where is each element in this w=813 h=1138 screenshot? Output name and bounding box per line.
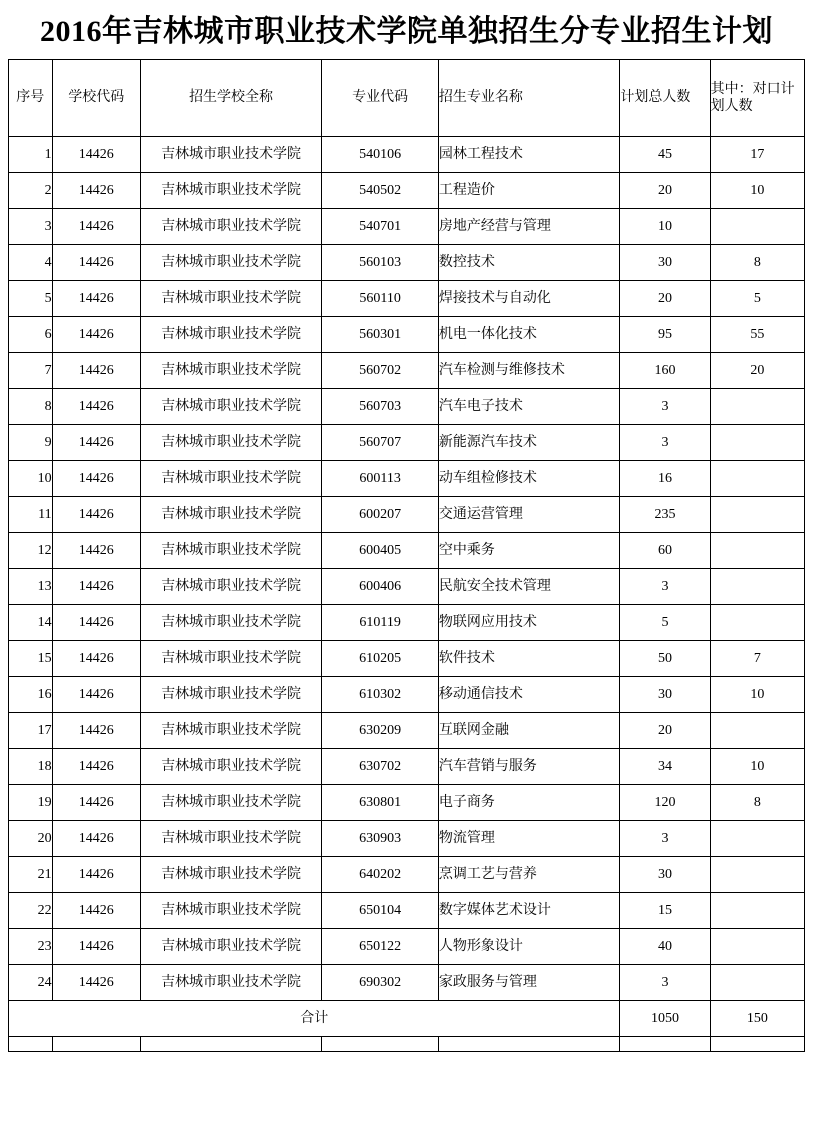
cell-school-code: 14426 bbox=[52, 173, 140, 209]
footer-blank-major-code bbox=[322, 1037, 439, 1052]
column-header-school-name: 招生学校全称 bbox=[140, 60, 322, 137]
cell-major-code: 560703 bbox=[322, 389, 439, 425]
cell-major-code: 600113 bbox=[322, 461, 439, 497]
page-title: 2016年吉林城市职业技术学院单独招生分专业招生计划 bbox=[40, 15, 773, 48]
cell-counterpart-plan bbox=[710, 389, 804, 425]
cell-major-code: 560103 bbox=[322, 245, 439, 281]
cell-counterpart-plan: 10 bbox=[710, 173, 804, 209]
cell-school-code: 14426 bbox=[52, 929, 140, 965]
column-header-total-plan: 计划总人数 bbox=[620, 60, 710, 137]
cell-total-plan: 160 bbox=[620, 353, 710, 389]
cell-school-name: 吉林城市职业技术学院 bbox=[140, 785, 322, 821]
footer-blank-major-name bbox=[438, 1037, 620, 1052]
cell-major-code: 610119 bbox=[322, 605, 439, 641]
cell-total-plan: 60 bbox=[620, 533, 710, 569]
cell-school-name: 吉林城市职业技术学院 bbox=[140, 245, 322, 281]
cell-seq: 23 bbox=[9, 929, 53, 965]
cell-major-code: 630702 bbox=[322, 749, 439, 785]
cell-school-code: 14426 bbox=[52, 785, 140, 821]
cell-major-name: 家政服务与管理 bbox=[438, 965, 620, 1001]
cell-school-code: 14426 bbox=[52, 209, 140, 245]
column-header-major-name: 招生专业名称 bbox=[438, 60, 620, 137]
cell-seq: 19 bbox=[9, 785, 53, 821]
cell-school-name: 吉林城市职业技术学院 bbox=[140, 461, 322, 497]
cell-counterpart-plan bbox=[710, 497, 804, 533]
cell-seq: 2 bbox=[9, 173, 53, 209]
cell-major-name: 园林工程技术 bbox=[438, 137, 620, 173]
table-row bbox=[9, 281, 805, 317]
table-row bbox=[9, 857, 805, 893]
cell-major-code: 630801 bbox=[322, 785, 439, 821]
table-row bbox=[9, 893, 805, 929]
cell-counterpart-plan bbox=[710, 605, 804, 641]
table-row bbox=[9, 461, 805, 497]
cell-seq: 8 bbox=[9, 389, 53, 425]
cell-school-name: 吉林城市职业技术学院 bbox=[140, 317, 322, 353]
footer-blank-total bbox=[620, 1037, 710, 1052]
footer-blank-seq bbox=[9, 1037, 53, 1052]
cell-seq: 15 bbox=[9, 641, 53, 677]
table-row bbox=[9, 677, 805, 713]
footer-blank-school-name bbox=[140, 1037, 322, 1052]
cell-school-name: 吉林城市职业技术学院 bbox=[140, 857, 322, 893]
cell-major-code: 600405 bbox=[322, 533, 439, 569]
cell-school-code: 14426 bbox=[52, 821, 140, 857]
cell-school-name: 吉林城市职业技术学院 bbox=[140, 677, 322, 713]
cell-counterpart-plan bbox=[710, 821, 804, 857]
cell-major-code: 610302 bbox=[322, 677, 439, 713]
cell-counterpart-plan bbox=[710, 893, 804, 929]
cell-major-name: 物流管理 bbox=[438, 821, 620, 857]
cell-major-code: 630903 bbox=[322, 821, 439, 857]
table-row bbox=[9, 749, 805, 785]
cell-major-name: 互联网金融 bbox=[438, 713, 620, 749]
table-row bbox=[9, 605, 805, 641]
cell-total-plan: 3 bbox=[620, 569, 710, 605]
cell-school-code: 14426 bbox=[52, 353, 140, 389]
table-row bbox=[9, 641, 805, 677]
cell-seq: 13 bbox=[9, 569, 53, 605]
cell-school-code: 14426 bbox=[52, 893, 140, 929]
table-header bbox=[9, 60, 805, 137]
cell-total-plan: 15 bbox=[620, 893, 710, 929]
table-footer bbox=[9, 1001, 805, 1052]
cell-seq: 18 bbox=[9, 749, 53, 785]
cell-major-code: 560110 bbox=[322, 281, 439, 317]
cell-total-plan: 34 bbox=[620, 749, 710, 785]
cell-major-name: 物联网应用技术 bbox=[438, 605, 620, 641]
cell-counterpart-plan: 17 bbox=[710, 137, 804, 173]
cell-school-name: 吉林城市职业技术学院 bbox=[140, 425, 322, 461]
cell-total-plan: 16 bbox=[620, 461, 710, 497]
cell-school-name: 吉林城市职业技术学院 bbox=[140, 641, 322, 677]
table-row bbox=[9, 425, 805, 461]
cell-major-code: 610205 bbox=[322, 641, 439, 677]
table-row bbox=[9, 353, 805, 389]
cell-seq: 5 bbox=[9, 281, 53, 317]
cell-school-code: 14426 bbox=[52, 137, 140, 173]
cell-school-name: 吉林城市职业技术学院 bbox=[140, 569, 322, 605]
cell-major-code: 560707 bbox=[322, 425, 439, 461]
cell-counterpart-plan: 10 bbox=[710, 677, 804, 713]
cell-school-code: 14426 bbox=[52, 389, 140, 425]
cell-major-name: 空中乘务 bbox=[438, 533, 620, 569]
cell-school-name: 吉林城市职业技术学院 bbox=[140, 137, 322, 173]
cell-major-name: 新能源汽车技术 bbox=[438, 425, 620, 461]
footer-counterpart-plan: 150 bbox=[710, 1001, 804, 1037]
cell-counterpart-plan bbox=[710, 461, 804, 497]
cell-major-name: 汽车营销与服务 bbox=[438, 749, 620, 785]
cell-seq: 9 bbox=[9, 425, 53, 461]
table-row bbox=[9, 965, 805, 1001]
cell-major-name: 汽车电子技术 bbox=[438, 389, 620, 425]
cell-school-name: 吉林城市职业技术学院 bbox=[140, 353, 322, 389]
footer-blank-counterpart bbox=[710, 1037, 804, 1052]
cell-total-plan: 40 bbox=[620, 929, 710, 965]
cell-total-plan: 10 bbox=[620, 209, 710, 245]
cell-school-code: 14426 bbox=[52, 497, 140, 533]
cell-school-name: 吉林城市职业技术学院 bbox=[140, 749, 322, 785]
cell-major-code: 640202 bbox=[322, 857, 439, 893]
table-row bbox=[9, 173, 805, 209]
cell-major-code: 650104 bbox=[322, 893, 439, 929]
cell-seq: 24 bbox=[9, 965, 53, 1001]
cell-counterpart-plan: 10 bbox=[710, 749, 804, 785]
cell-seq: 10 bbox=[9, 461, 53, 497]
cell-total-plan: 95 bbox=[620, 317, 710, 353]
cell-major-name: 房地产经营与管理 bbox=[438, 209, 620, 245]
cell-school-code: 14426 bbox=[52, 245, 140, 281]
enrollment-plan-table bbox=[8, 59, 805, 1052]
cell-school-name: 吉林城市职业技术学院 bbox=[140, 389, 322, 425]
table-header-row bbox=[9, 60, 805, 137]
column-header-counterpart-plan: 其中：对口计划人数 bbox=[710, 60, 804, 137]
table-footer-blank-row bbox=[9, 1037, 805, 1052]
cell-major-name: 民航安全技术管理 bbox=[438, 569, 620, 605]
cell-school-name: 吉林城市职业技术学院 bbox=[140, 965, 322, 1001]
table-row bbox=[9, 533, 805, 569]
column-header-school-code: 学校代码 bbox=[52, 60, 140, 137]
cell-school-name: 吉林城市职业技术学院 bbox=[140, 893, 322, 929]
cell-seq: 21 bbox=[9, 857, 53, 893]
cell-school-code: 14426 bbox=[52, 533, 140, 569]
table-row bbox=[9, 785, 805, 821]
cell-total-plan: 3 bbox=[620, 425, 710, 461]
cell-counterpart-plan bbox=[710, 713, 804, 749]
cell-counterpart-plan bbox=[710, 533, 804, 569]
cell-school-name: 吉林城市职业技术学院 bbox=[140, 497, 322, 533]
cell-counterpart-plan bbox=[710, 857, 804, 893]
cell-total-plan: 3 bbox=[620, 389, 710, 425]
column-header-seq: 序号 bbox=[9, 60, 53, 137]
cell-seq: 12 bbox=[9, 533, 53, 569]
column-header-major-code: 专业代码 bbox=[322, 60, 439, 137]
cell-total-plan: 3 bbox=[620, 821, 710, 857]
table-row bbox=[9, 209, 805, 245]
cell-school-code: 14426 bbox=[52, 641, 140, 677]
cell-major-code: 630209 bbox=[322, 713, 439, 749]
cell-major-name: 焊接技术与自动化 bbox=[438, 281, 620, 317]
footer-blank-school-code bbox=[52, 1037, 140, 1052]
cell-school-name: 吉林城市职业技术学院 bbox=[140, 605, 322, 641]
cell-seq: 4 bbox=[9, 245, 53, 281]
cell-total-plan: 50 bbox=[620, 641, 710, 677]
cell-counterpart-plan: 8 bbox=[710, 785, 804, 821]
cell-school-code: 14426 bbox=[52, 605, 140, 641]
cell-seq: 20 bbox=[9, 821, 53, 857]
cell-major-name: 移动通信技术 bbox=[438, 677, 620, 713]
cell-total-plan: 20 bbox=[620, 173, 710, 209]
cell-school-code: 14426 bbox=[52, 281, 140, 317]
cell-school-name: 吉林城市职业技术学院 bbox=[140, 533, 322, 569]
cell-school-code: 14426 bbox=[52, 569, 140, 605]
table-footer-row bbox=[9, 1001, 805, 1037]
cell-school-code: 14426 bbox=[52, 713, 140, 749]
cell-school-code: 14426 bbox=[52, 857, 140, 893]
cell-major-name: 人物形象设计 bbox=[438, 929, 620, 965]
cell-major-name: 电子商务 bbox=[438, 785, 620, 821]
cell-school-name: 吉林城市职业技术学院 bbox=[140, 713, 322, 749]
cell-major-name: 数字媒体艺术设计 bbox=[438, 893, 620, 929]
cell-school-code: 14426 bbox=[52, 317, 140, 353]
cell-major-name: 机电一体化技术 bbox=[438, 317, 620, 353]
cell-seq: 1 bbox=[9, 137, 53, 173]
cell-counterpart-plan bbox=[710, 965, 804, 1001]
cell-school-code: 14426 bbox=[52, 965, 140, 1001]
cell-counterpart-plan: 20 bbox=[710, 353, 804, 389]
cell-counterpart-plan: 55 bbox=[710, 317, 804, 353]
cell-major-code: 560301 bbox=[322, 317, 439, 353]
cell-counterpart-plan bbox=[710, 929, 804, 965]
cell-counterpart-plan: 8 bbox=[710, 245, 804, 281]
table-row bbox=[9, 317, 805, 353]
cell-school-name: 吉林城市职业技术学院 bbox=[140, 281, 322, 317]
cell-major-name: 软件技术 bbox=[438, 641, 620, 677]
cell-major-code: 600207 bbox=[322, 497, 439, 533]
table-row bbox=[9, 929, 805, 965]
cell-counterpart-plan: 5 bbox=[710, 281, 804, 317]
table-row bbox=[9, 245, 805, 281]
table-row bbox=[9, 137, 805, 173]
cell-major-name: 烹调工艺与营养 bbox=[438, 857, 620, 893]
table-row bbox=[9, 497, 805, 533]
cell-total-plan: 5 bbox=[620, 605, 710, 641]
cell-major-name: 汽车检测与维修技术 bbox=[438, 353, 620, 389]
cell-school-name: 吉林城市职业技术学院 bbox=[140, 821, 322, 857]
cell-total-plan: 120 bbox=[620, 785, 710, 821]
table-body bbox=[9, 137, 805, 1001]
cell-major-code: 650122 bbox=[322, 929, 439, 965]
cell-seq: 22 bbox=[9, 893, 53, 929]
cell-school-code: 14426 bbox=[52, 461, 140, 497]
cell-major-code: 540701 bbox=[322, 209, 439, 245]
cell-major-code: 540106 bbox=[322, 137, 439, 173]
cell-total-plan: 20 bbox=[620, 281, 710, 317]
cell-counterpart-plan bbox=[710, 425, 804, 461]
cell-counterpart-plan: 7 bbox=[710, 641, 804, 677]
cell-seq: 11 bbox=[9, 497, 53, 533]
cell-major-name: 工程造价 bbox=[438, 173, 620, 209]
cell-major-code: 690302 bbox=[322, 965, 439, 1001]
cell-total-plan: 3 bbox=[620, 965, 710, 1001]
table-row bbox=[9, 713, 805, 749]
footer-total-plan: 1050 bbox=[620, 1001, 710, 1037]
cell-total-plan: 30 bbox=[620, 857, 710, 893]
cell-seq: 3 bbox=[9, 209, 53, 245]
cell-school-code: 14426 bbox=[52, 677, 140, 713]
table-row bbox=[9, 389, 805, 425]
cell-total-plan: 20 bbox=[620, 713, 710, 749]
cell-school-name: 吉林城市职业技术学院 bbox=[140, 929, 322, 965]
cell-major-name: 交通运营管理 bbox=[438, 497, 620, 533]
cell-counterpart-plan bbox=[710, 569, 804, 605]
cell-seq: 6 bbox=[9, 317, 53, 353]
table-row bbox=[9, 821, 805, 857]
cell-major-code: 600406 bbox=[322, 569, 439, 605]
footer-label: 合计 bbox=[9, 1001, 620, 1037]
cell-major-name: 数控技术 bbox=[438, 245, 620, 281]
table-row bbox=[9, 569, 805, 605]
cell-total-plan: 235 bbox=[620, 497, 710, 533]
cell-school-code: 14426 bbox=[52, 749, 140, 785]
cell-total-plan: 45 bbox=[620, 137, 710, 173]
cell-seq: 14 bbox=[9, 605, 53, 641]
cell-major-name: 动车组检修技术 bbox=[438, 461, 620, 497]
cell-total-plan: 30 bbox=[620, 245, 710, 281]
cell-total-plan: 30 bbox=[620, 677, 710, 713]
cell-school-code: 14426 bbox=[52, 425, 140, 461]
cell-major-code: 540502 bbox=[322, 173, 439, 209]
cell-seq: 16 bbox=[9, 677, 53, 713]
cell-seq: 7 bbox=[9, 353, 53, 389]
cell-seq: 17 bbox=[9, 713, 53, 749]
cell-major-code: 560702 bbox=[322, 353, 439, 389]
cell-school-name: 吉林城市职业技术学院 bbox=[140, 173, 322, 209]
cell-counterpart-plan bbox=[710, 209, 804, 245]
cell-school-name: 吉林城市职业技术学院 bbox=[140, 209, 322, 245]
